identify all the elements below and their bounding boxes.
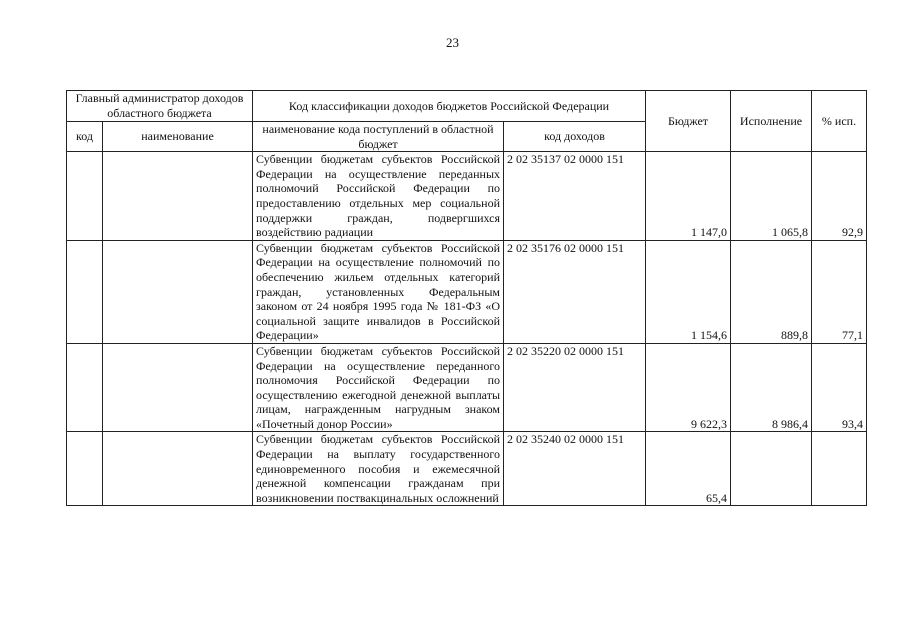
admin-group-header: Главный администратор доходов областного бюджета <box>67 91 253 122</box>
income-code-cell: 2 02 35240 02 0000 151 <box>504 432 646 506</box>
admin-name-cell <box>103 240 253 343</box>
table-row <box>67 152 867 241</box>
income-name-cell: Субвенции бюджетам субъектов Российской Федерации на осуществление полномочий по обеспечению жильем отдельных категорий граждан, установленных Федеральным законом от 24 ноября 1995 года № 181-ФЗ «О социальной защите инвалидов в Российской Федерации» <box>253 240 504 343</box>
budget-cell: 65,4 <box>646 432 731 506</box>
budget-column-header: Бюджет <box>646 91 731 152</box>
percent-cell: 77,1 <box>812 240 867 343</box>
percent-cell <box>812 432 867 506</box>
execution-cell <box>731 432 812 506</box>
admin-code-cell <box>67 152 103 241</box>
admin-code-cell <box>67 432 103 506</box>
income-name-header: наименование кода поступлений в областной бюджет <box>253 122 504 152</box>
income-code-cell: 2 02 35220 02 0000 151 <box>504 343 646 432</box>
admin-name-header: наименование <box>103 122 253 152</box>
income-code-cell: 2 02 35137 02 0000 151 <box>504 152 646 241</box>
percent-column-header: % исп. <box>812 91 867 152</box>
classification-group-header: Код классификации доходов бюджетов Российской Федерации <box>253 91 646 122</box>
percent-cell: 92,9 <box>812 152 867 241</box>
budget-cell: 1 154,6 <box>646 240 731 343</box>
execution-column-header: Исполнение <box>731 91 812 152</box>
admin-code-cell <box>67 240 103 343</box>
execution-cell: 8 986,4 <box>731 343 812 432</box>
budget-table <box>66 90 867 506</box>
page-number: 23 <box>446 35 459 50</box>
admin-code-cell <box>67 343 103 432</box>
table-row <box>67 240 867 343</box>
budget-cell: 9 622,3 <box>646 343 731 432</box>
table-row <box>67 343 867 432</box>
table-row <box>67 432 867 506</box>
admin-name-cell <box>103 152 253 241</box>
income-code-header: код доходов <box>504 122 646 152</box>
admin-name-cell <box>103 343 253 432</box>
income-code-cell: 2 02 35176 02 0000 151 <box>504 240 646 343</box>
execution-cell: 889,8 <box>731 240 812 343</box>
income-name-cell: Субвенции бюджетам субъектов Российской Федерации на осуществление переданных полномочий Российской Федерации по предоставлению отдельных мер социальной поддержки граждан, подвергшихся воздействию радиации <box>253 152 504 241</box>
budget-cell: 1 147,0 <box>646 152 731 241</box>
execution-cell: 1 065,8 <box>731 152 812 241</box>
income-name-cell: Субвенции бюджетам субъектов Российской Федерации на осуществление переданного полномочия Российской Федерации по осуществлению ежегодной денежной выплаты лицам, награжденным нагрудным знаком «Почетный донор России» <box>253 343 504 432</box>
income-name-cell: Субвенции бюджетам субъектов Российской Федерации на выплату государственного единовременного пособия и ежемесячной денежной компенсации гражданам при возникновении поствакцинальных осложнений <box>253 432 504 506</box>
admin-name-cell <box>103 432 253 506</box>
admin-code-header: код <box>67 122 103 152</box>
percent-cell: 93,4 <box>812 343 867 432</box>
